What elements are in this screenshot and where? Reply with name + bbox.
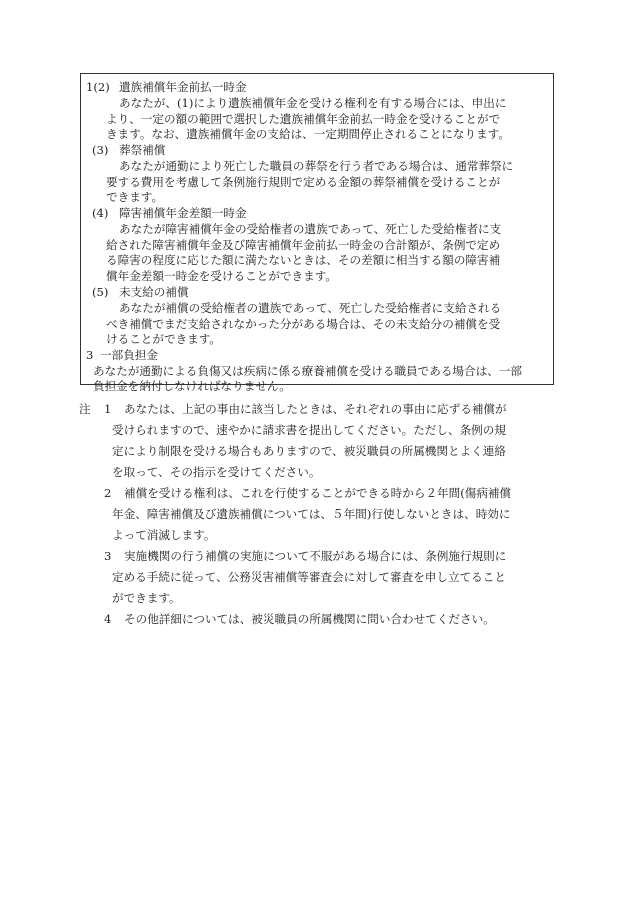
note-line: ができます。 xyxy=(112,591,181,605)
item-number: (4) xyxy=(92,206,109,220)
body-line: あなたが障害補償年金の受給権者の遺族であって、死亡した受給権者に支 xyxy=(119,222,502,236)
body-line: 給された障害補償年金及び障害補償年金前払一時金の合計額が、条例で定め xyxy=(106,238,501,252)
note-line: 定により制限を受ける場合もありますので、被災職員の所属機関とよく連絡 xyxy=(112,444,506,458)
note-line: その他詳細については、被災職員の所属機関に問い合わせてください。 xyxy=(124,612,495,626)
section-number: 3 xyxy=(86,348,94,362)
note-number: 4 xyxy=(104,612,112,626)
note-number: 3 xyxy=(104,549,112,563)
body-line: あなたが補償の受給権者の遺族であって、死亡した受給権者に支給される xyxy=(119,301,502,315)
note-line: 定める手続に従って、公務災害補償等審査会に対して審査を申し立てること xyxy=(112,570,506,584)
item-heading: 障害補償年金差額一時金 xyxy=(119,206,247,220)
body-line: 負担金を納付しなければなりません。 xyxy=(93,379,291,393)
item-heading: 葬祭補償 xyxy=(119,143,166,157)
note-line: を取って、その指示を受けてください。 xyxy=(112,465,321,479)
body-line: べき補償でまだ支給されなかった分がある場合は、その未支給分の補償を受 xyxy=(106,317,501,331)
body-line: きます。なお、遺族補償年金の支給は、一定期間停止されることになります。 xyxy=(106,127,510,141)
body-line: あなたが通勤による負傷又は疾病に係る療養補償を受ける職員である場合は、一部 xyxy=(93,364,522,378)
note-line: 年金、障害補償及び遺族補償については、５年間)行使しないときは、時効に xyxy=(112,507,511,521)
item-number: (3) xyxy=(92,143,109,157)
body-line: 要する費用を考慮して条例施行規則で定める金額の葬祭補償を受けることが xyxy=(106,175,501,189)
body-line: より、一定の額の範囲で選択した遺族補償年金前払一時金を受けることがで xyxy=(106,112,501,126)
note-line: あなたは、上記の事由に該当したときは、それぞれの事由に応ずる補償が xyxy=(124,402,507,416)
item-number: 1(2) xyxy=(86,80,110,94)
note-line: 受けられますので、速やかに請求書を提出してください。ただし、条例の規 xyxy=(112,423,506,437)
body-line: けることができます。 xyxy=(106,332,222,346)
note-line: よって消滅します。 xyxy=(112,528,216,542)
note-number: 1 xyxy=(104,402,112,416)
note-line: 実施機関の行う補償の実施について不服がある場合には、条例施行規則に xyxy=(124,549,507,563)
note-line: 補償を受ける権利は、これを行使することができる時から２年間(傷病補償 xyxy=(124,486,512,500)
note-number: 2 xyxy=(104,486,112,500)
body-line: あなたが、(1)により遺族補償年金を受ける権利を有する場合には、申出に xyxy=(119,96,507,110)
body-line: あなたが通勤により死亡した職員の葬祭を行う者である場合は、通常葬祭に xyxy=(119,159,514,173)
item-number: (5) xyxy=(92,285,109,299)
body-line: 償年金差額一時金を受けることができます。 xyxy=(106,269,337,283)
item-heading: 遺族補償年金前払一時金 xyxy=(119,80,247,94)
notes-label: 注 xyxy=(79,402,91,416)
section-heading: 一部負担金 xyxy=(100,348,158,362)
body-line: できます。 xyxy=(106,190,164,204)
item-heading: 未支給の補償 xyxy=(119,285,189,299)
body-line: る障害の程度に応じた額に満たないときは、その差額に相当する額の障害補 xyxy=(106,253,501,267)
